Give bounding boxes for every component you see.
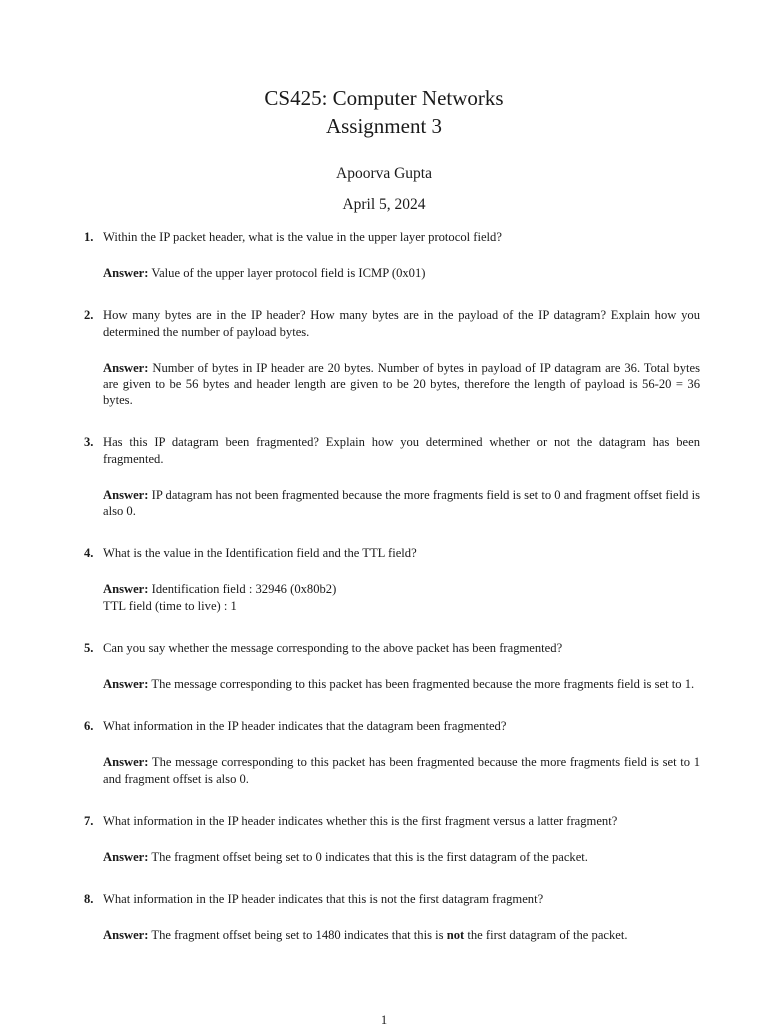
- document-date: April 5, 2024: [342, 196, 426, 213]
- answer-body: The message corresponding to this packet has been fragmented because the more fragments field is set to 1.: [151, 677, 695, 692]
- answer-line-identification: [103, 581, 700, 597]
- question-text: What information in the IP header indicates that this is not the first datagram fragment?: [103, 892, 544, 907]
- answer-label: Answer:: [103, 266, 149, 281]
- question-number: 1.: [84, 230, 94, 244]
- question-text: How many bytes are in the IP header? How many bytes are in the payload of the IP datagram? Explain how you determined the number of payload bytes.: [103, 308, 700, 339]
- question-number: 5.: [84, 640, 94, 655]
- question-item-4: [84, 545, 700, 614]
- question-item-8: [84, 891, 700, 943]
- question-item-6: [84, 718, 700, 787]
- answer-label: Answer:: [103, 928, 149, 943]
- question-item-1: [84, 229, 700, 281]
- answer-label: Answer:: [103, 755, 149, 770]
- course-title: CS425: Computer Networks: [264, 86, 504, 110]
- question-number: 3.: [84, 435, 94, 450]
- question-item-3: [84, 434, 700, 519]
- question-text: Has this IP datagram been fragmented? Explain how you determined whether or not the datagram has been fragmented.: [103, 435, 700, 466]
- answer-text: [103, 849, 700, 865]
- question-number: 6.: [84, 719, 94, 734]
- question-number: 2.: [84, 308, 94, 323]
- answer-label: Answer:: [103, 487, 149, 502]
- answer-body: Identification field : 32946 (0x80b2): [151, 582, 337, 597]
- question-text: What information in the IP header indicates that the datagram been fragmented?: [103, 719, 507, 734]
- answer-line-ttl: TTL field (time to live) : 1: [103, 598, 237, 613]
- answer-body: Value of the upper layer protocol field is ICMP (0x01): [151, 266, 426, 281]
- answer-body-before: The fragment offset being set to 1480 indicates that this is: [151, 928, 444, 943]
- question-text: Within the IP packet header, what is the value in the upper layer protocol field?: [103, 230, 502, 244]
- question-number: 4.: [84, 546, 94, 561]
- page-number: 1: [380, 1013, 388, 1027]
- question-item-2: [84, 307, 700, 408]
- answer-text: [103, 581, 700, 613]
- answer-text: [103, 676, 700, 692]
- answer-text: [103, 927, 700, 943]
- question-text: What information in the IP header indicates whether this is the first fragment versus a latter fragment?: [103, 813, 618, 828]
- question-number: 7.: [84, 813, 94, 828]
- question-item-5: [84, 640, 700, 692]
- answer-body: The fragment offset being set to 0 indicates that this is the first datagram of the packet.: [151, 850, 588, 865]
- answer-body-after: the first datagram of the packet.: [467, 928, 628, 943]
- answer-emphasis: not: [446, 928, 465, 943]
- question-list: [84, 229, 700, 944]
- answer-label: Answer:: [103, 582, 149, 597]
- author-name: Apoorva Gupta: [336, 165, 432, 182]
- answer-text: [103, 487, 700, 519]
- assignment-title: Assignment 3: [325, 114, 443, 138]
- answer-body: Number of bytes in IP header are 20 bytes. Number of bytes in payload of IP datagram are 36. Total bytes are given to be 56 bytes and header length are given to be 20 bytes, therefore the length of payload is 56-20 = 36 bytes.: [103, 360, 700, 408]
- question-text: Can you say whether the message corresponding to the above packet has been fragmented?: [103, 640, 563, 655]
- question-text: What is the value in the Identification field and the TTL field?: [103, 546, 417, 561]
- answer-text: [103, 360, 700, 409]
- answer-text: [103, 265, 700, 281]
- title-block: [0, 84, 768, 215]
- answer-label: Answer:: [103, 360, 149, 375]
- answer-text: [103, 754, 700, 786]
- question-number: 8.: [84, 892, 94, 907]
- answer-body: IP datagram has not been fragmented because the more fragments field is set to 0 and fragment offset field is also 0.: [103, 487, 700, 519]
- answer-label: Answer:: [103, 677, 149, 692]
- answer-label: Answer:: [103, 850, 149, 865]
- question-item-7: [84, 813, 700, 865]
- answer-body: The message corresponding to this packet has been fragmented because the more fragments field is set to 1 and fragment offset is also 0.: [103, 755, 700, 786]
